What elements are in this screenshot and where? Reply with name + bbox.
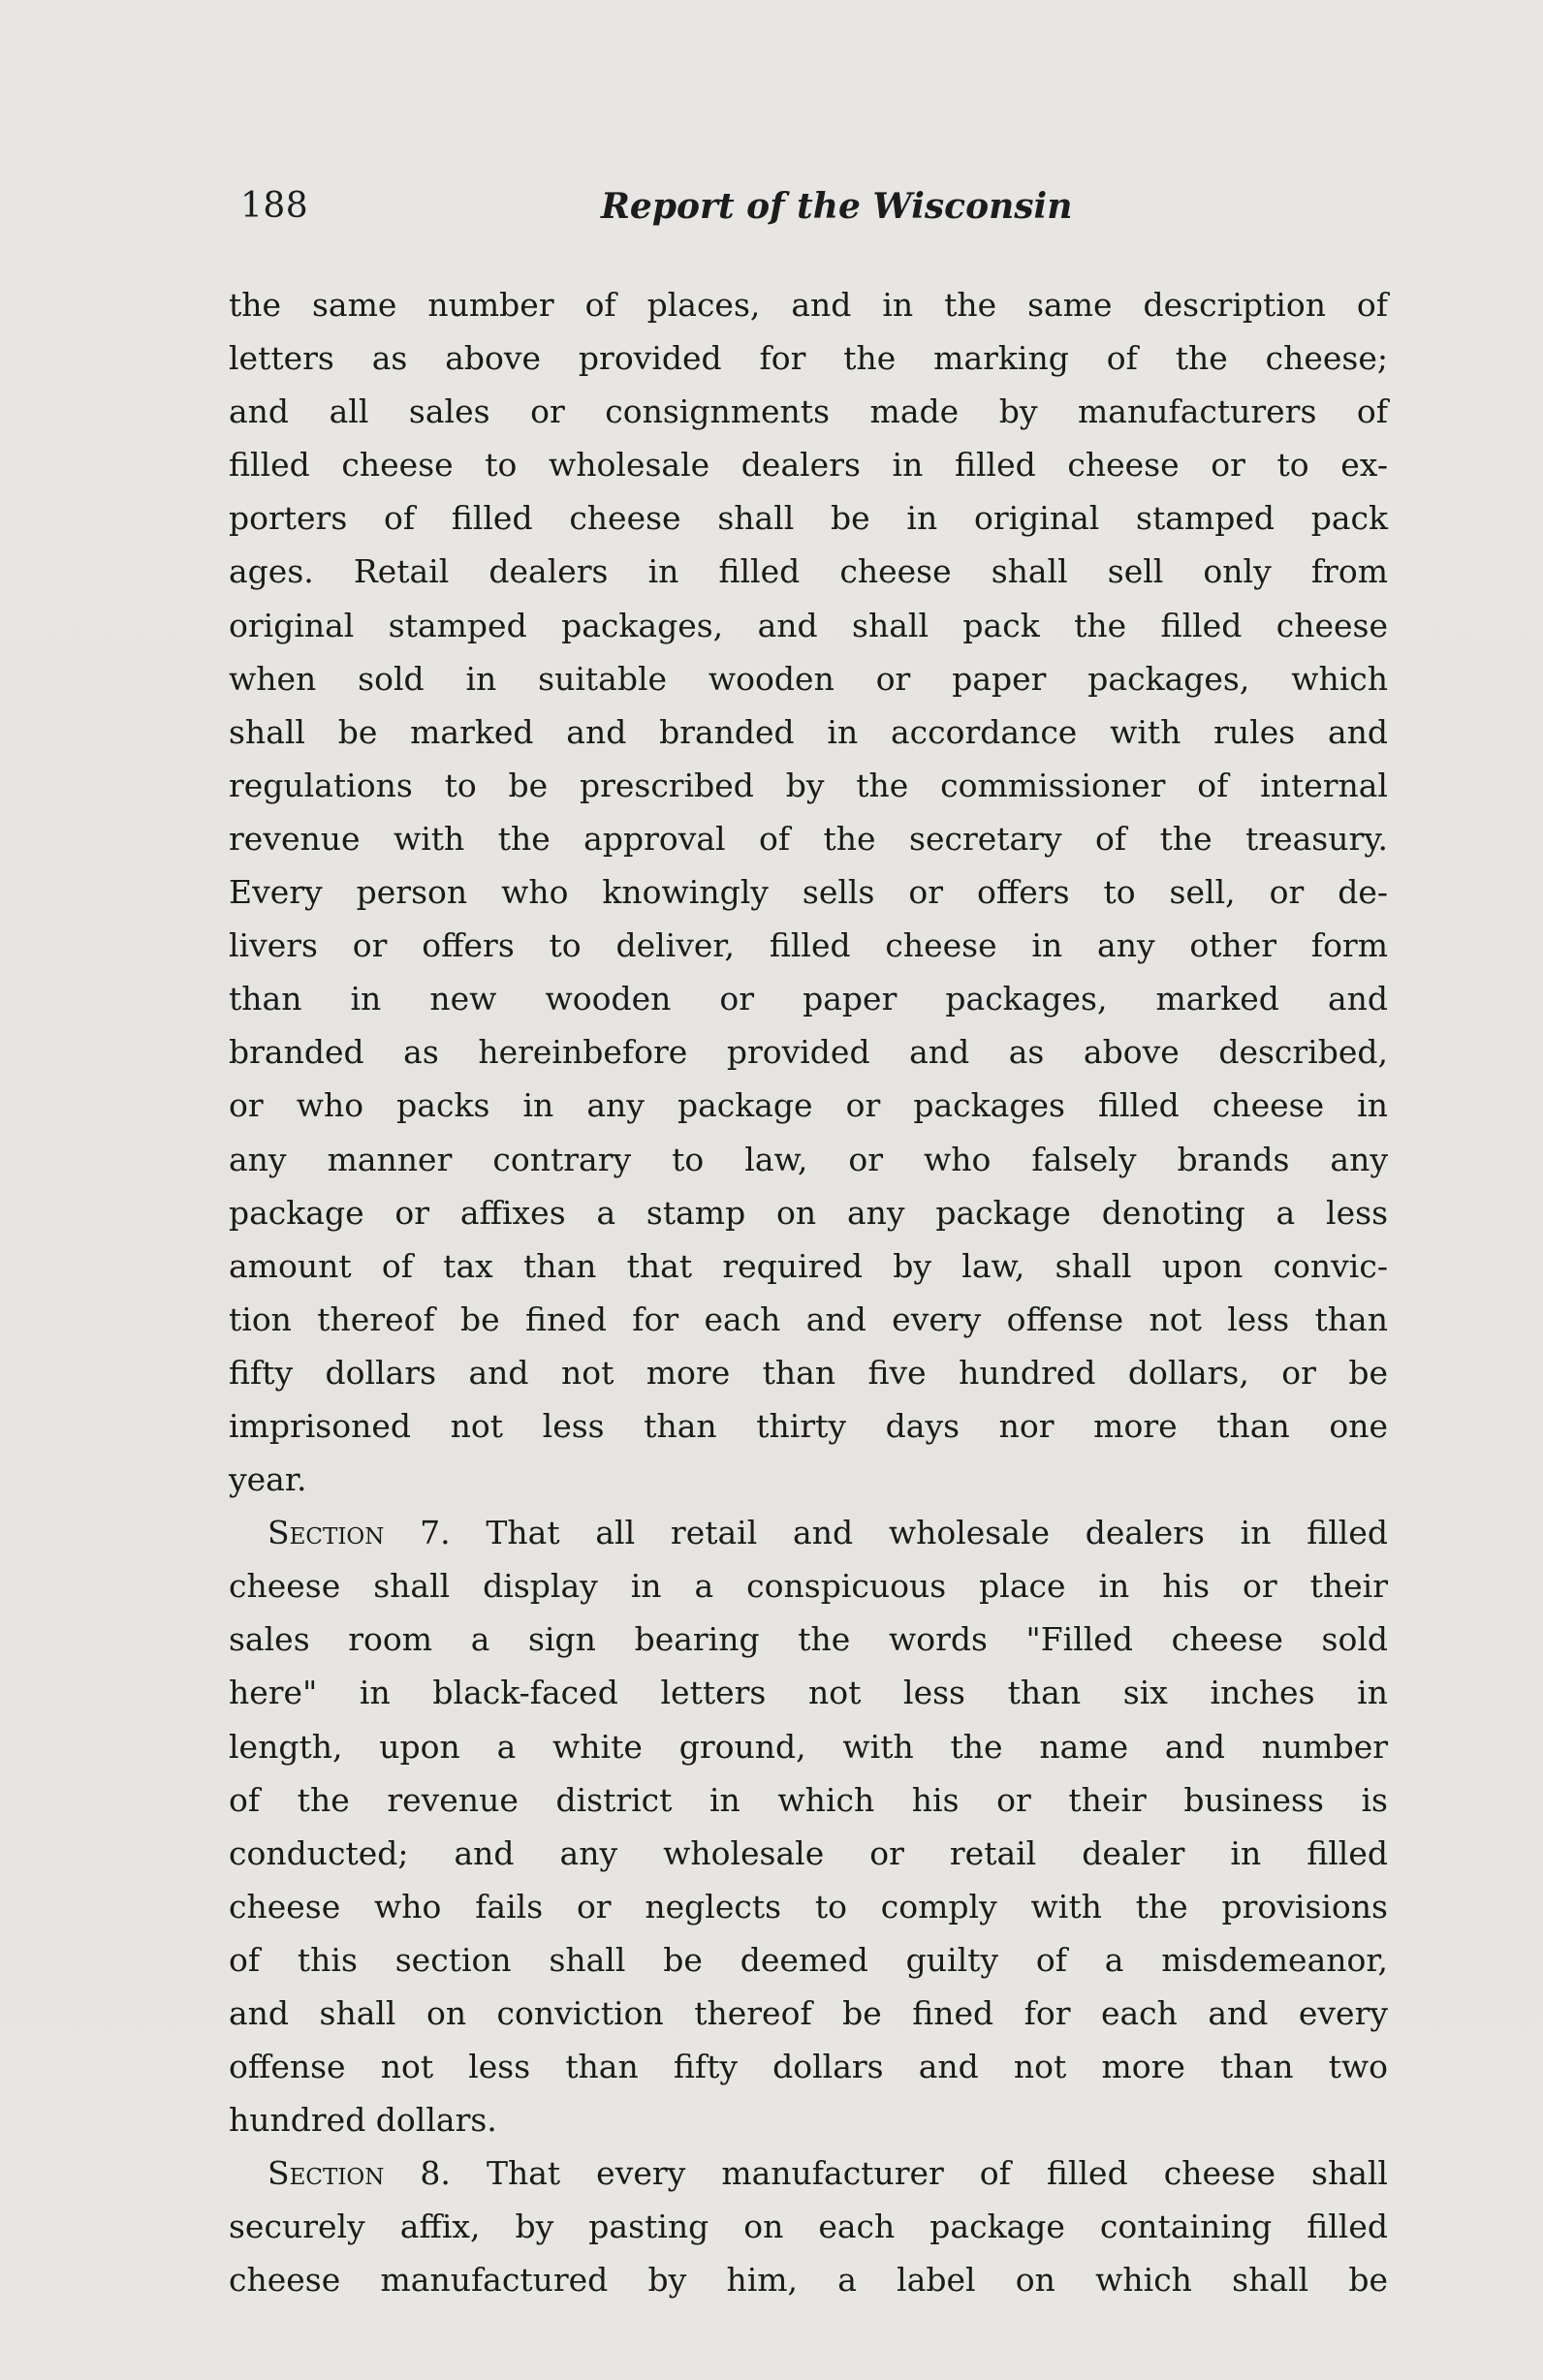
text-line: and all sales or consignments made by manufacturers of xyxy=(229,392,1388,431)
text-line: porters of filled cheese shall be in original stamped pack xyxy=(229,499,1388,538)
text-line: That all retail and wholesale dealers in filled xyxy=(486,1514,1388,1552)
page-header xyxy=(233,186,1396,240)
text-line: of this section shall be deemed guilty of a misdemeanor, xyxy=(229,1940,1388,1979)
section-8-label: Section 8. xyxy=(268,2154,451,2193)
text-line: cheese who fails or neglects to comply with the provisions xyxy=(229,1887,1388,1926)
text-line: Every person who knowingly sells or offers to sell, or de- xyxy=(229,873,1388,912)
text-line: tion thereof be fined for each and every offense not less than xyxy=(229,1300,1388,1338)
text-line: shall be marked and branded in accordance with rules and xyxy=(229,712,1388,751)
text-line: when sold in suitable wooden or paper packages, which xyxy=(229,659,1388,698)
text-line: letters as above provided for the marking of the cheese; xyxy=(229,339,1388,378)
page-number: 188 xyxy=(240,186,309,226)
text-line: filled cheese to wholesale dealers in filled cheese or to ex- xyxy=(229,446,1388,485)
text-line: and shall on conviction thereof be fined for each and every xyxy=(229,1994,1388,2032)
text-line: here" in black-faced letters not less than six inches in xyxy=(229,1674,1388,1712)
text-line: fifty dollars and not more than five hundred dollars, or be xyxy=(229,1353,1388,1392)
text-line: ages. Retail dealers in filled cheese shall sell only from xyxy=(229,552,1388,591)
text-line: offense not less than fifty dollars and not more than two xyxy=(229,2048,1388,2086)
text-line: cheese shall display in a conspicuous place in his or their xyxy=(229,1567,1388,1606)
text-line: any manner contrary to law, or who falsely brands any xyxy=(229,1140,1388,1178)
text-line: securely affix, by pasting on each package containing filled xyxy=(229,2208,1388,2246)
text-line: cheese manufactured by him, a label on which shall be xyxy=(229,2261,1388,2300)
text-line: That every manufacturer of filled cheese shall xyxy=(486,2154,1388,2193)
text-line: revenue with the approval of the secretary of the treasury. xyxy=(229,819,1388,858)
text-line: package or affixes a stamp on any package denoting a less xyxy=(229,1193,1388,1232)
text-line: or who packs in any package or packages filled cheese in xyxy=(229,1086,1388,1125)
text-line: original stamped packages, and shall pack the filled cheese xyxy=(229,606,1388,644)
section-8-first-line xyxy=(229,2146,1388,2200)
text-line: imprisoned not less than thirty days nor more than one xyxy=(229,1406,1388,1445)
text-line: hundred dollars. xyxy=(229,2101,497,2140)
text-line: branded as hereinbefore provided and as above described, xyxy=(229,1033,1388,1072)
text-line: sales room a sign bearing the words "Filled cheese sold xyxy=(229,1620,1388,1659)
section-7-label: Section 7. xyxy=(268,1514,451,1552)
text-line: of the revenue district in which his or their business is xyxy=(229,1780,1388,1819)
text-line: regulations to be prescribed by the commissioner of internal xyxy=(229,766,1388,804)
text-line: amount of tax than that required by law, shall upon convic- xyxy=(229,1246,1388,1285)
text-line: conducted; and any wholesale or retail dealer in filled xyxy=(229,1833,1388,1872)
text-line: than in new wooden or paper packages, marked and xyxy=(229,980,1388,1018)
running-head: Report of the Wisconsin xyxy=(601,186,1073,227)
text-line: length, upon a white ground, with the name and number xyxy=(229,1727,1388,1766)
text-line: livers or offers to deliver, filled cheese in any other form xyxy=(229,926,1388,965)
section-7-first-line xyxy=(229,1506,1388,1559)
text-line: year. xyxy=(229,1460,307,1499)
body-text xyxy=(229,278,1388,2307)
text-line: the same number of places, and in the same description of xyxy=(229,286,1388,324)
